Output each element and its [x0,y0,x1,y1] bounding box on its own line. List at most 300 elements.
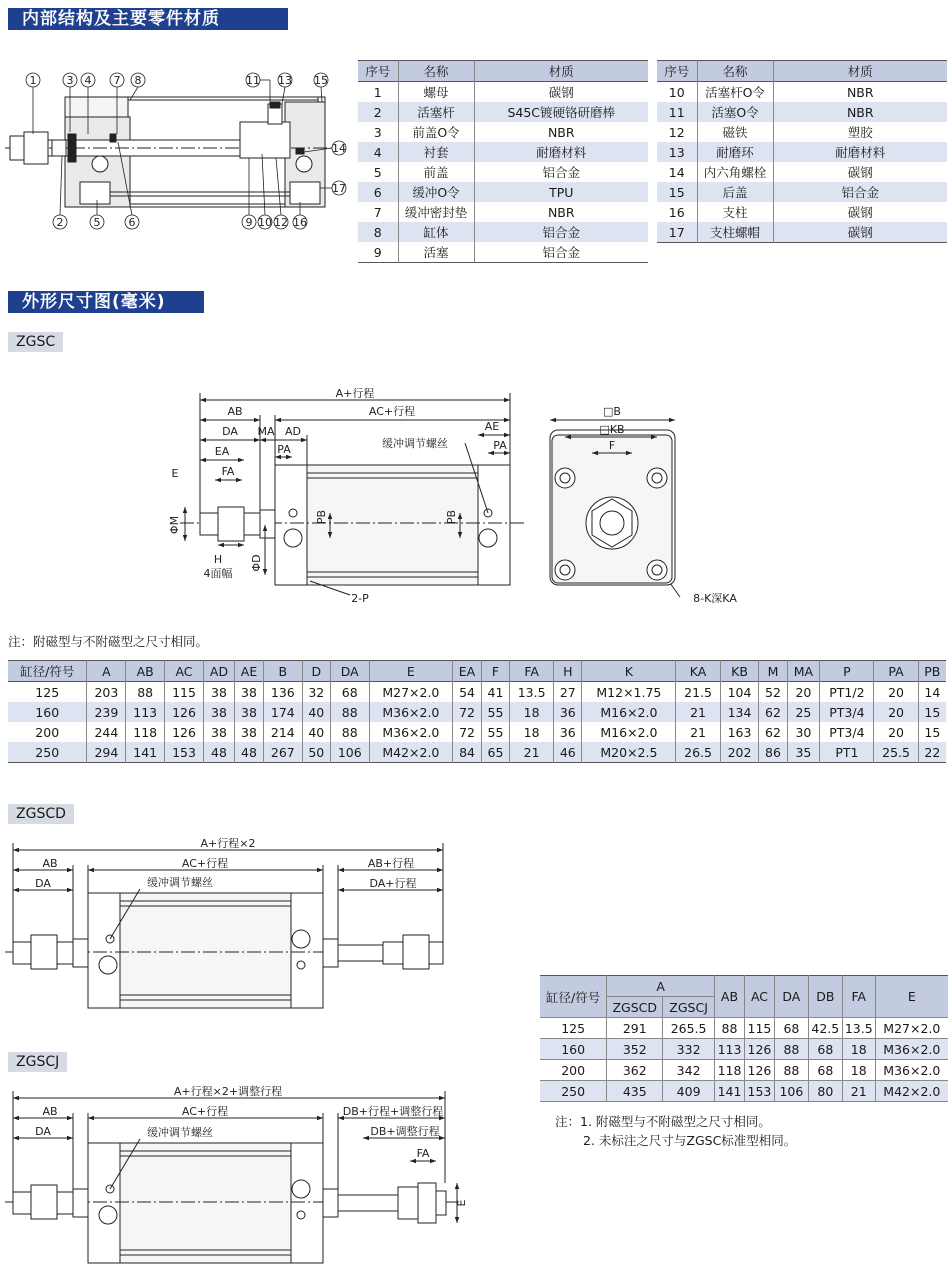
table-cell: 2 [373,104,382,120]
table-row [657,162,947,182]
table-row [540,1081,948,1102]
table-cell: M20×2.5 [582,742,676,763]
dim-label: AD [285,425,301,438]
table-cell: 46 [554,742,582,763]
dim-label: PA [277,443,291,456]
dim-label: DA [35,877,51,890]
table-cell: 104 [720,682,759,703]
table-cell: 202 [720,742,759,763]
header-cell: A [87,661,126,682]
table-cell: 68 [774,1018,808,1039]
table-cell: 239 [87,702,126,722]
table-cell: 1 [373,84,382,100]
table-cell: M27×2.0 [369,682,452,703]
table-cell: 244 [87,722,126,742]
table-cell: PT1/2 [820,682,874,703]
dim-label: PB [445,509,458,525]
header-cell: EA [453,661,482,682]
table-cell: M16×2.0 [582,722,676,742]
table-cell: M42×2.0 [875,1081,948,1102]
table-cell: 38 [235,702,264,722]
table-cell: 16 [668,204,685,220]
table-cell: 8 [373,224,382,240]
svg-text:9: 9 [245,216,253,229]
table-cell: 铝合金 [773,182,947,202]
header-cell: 材质 [773,61,947,82]
table-cell: 40 [302,702,330,722]
table-row [358,142,648,162]
table-row [8,682,946,703]
table-cell: 5 [373,164,382,180]
dim-label: AB [227,405,243,418]
table-cell: 6 [373,184,382,200]
dim-label: F [608,439,616,452]
table-cell: 支柱螺帽 [697,222,773,243]
table-cell: 后盖 [697,182,773,202]
table-header-row [657,61,947,82]
table-cell: 55 [481,702,509,722]
zgscd-dimension-table [540,975,948,1102]
table-cell: 10 [668,84,685,100]
table-cell: 68 [330,682,369,703]
table-cell: 18 [510,702,554,722]
table-cell: 4 [373,144,382,160]
table-cell: 碳钢 [773,162,947,182]
table-cell: 20 [787,682,820,703]
dim-label: AB [42,857,58,870]
table-cell: PT1 [820,742,874,763]
svg-text:3: 3 [66,74,74,87]
header-cell: DA [774,976,808,1018]
model-tag-zgscj: ZGSCJ [8,1052,67,1072]
table-cell: 52 [759,682,787,703]
svg-text:5: 5 [93,216,101,229]
table-cell: 86 [759,742,787,763]
model-tag-zgsc: ZGSC [8,332,63,352]
svg-text:7: 7 [113,74,121,87]
table-cell: 12 [668,124,685,140]
table-row [358,182,648,202]
header-cell: 缸径/符号 [20,664,75,679]
table-cell: 15 [918,702,946,722]
table-cell: 15 [918,722,946,742]
table-cell: 160 [540,1039,607,1060]
table-cell: 332 [663,1039,715,1060]
table-cell: 38 [203,702,234,722]
table-row [358,122,648,142]
header-cell: K [582,661,676,682]
dim-label: FA [416,1147,430,1160]
header-cell: A [607,976,715,997]
header-cell: DA [330,661,369,682]
table-cell: 螺母 [398,82,474,103]
header-cell: MA [787,661,820,682]
svg-text:10: 10 [258,216,272,229]
table-cell: 72 [453,702,482,722]
header-cell: FA [842,976,875,1018]
svg-text:17: 17 [332,182,346,195]
dim-label: MA [257,425,275,438]
table-cell: 134 [720,702,759,722]
header-cell: PA [874,661,918,682]
table-cell: 80 [808,1081,842,1102]
table-cell: 48 [235,742,264,763]
table-cell: 活塞 [398,242,474,263]
table-cell: 88 [715,1018,745,1039]
table-row [657,202,947,222]
table-cell: 铝合金 [474,242,648,263]
table-cell: 250 [35,744,60,760]
table-cell: 54 [453,682,482,703]
table-row [657,122,947,142]
table-cell: TPU [474,182,648,202]
table-cell: 缓冲O令 [398,182,474,202]
header-cell: AB [126,661,165,682]
table-cell: 21 [842,1081,875,1102]
header-cell: KA [676,661,720,682]
table-cell: 碳钢 [474,82,648,103]
table-cell: 48 [203,742,234,763]
table-cell: 20 [874,722,918,742]
table-cell: 106 [330,742,369,763]
table-cell: 32 [302,682,330,703]
table-cell: 113 [715,1039,745,1060]
table-cell: 41 [481,682,509,703]
dim-label: □B [603,405,621,418]
table-cell: 21.5 [676,682,720,703]
table-cell: 碳钢 [773,202,947,222]
table-cell: 前盖 [398,162,474,182]
dim-label: AC+行程 [181,857,229,870]
dim-label: AB+行程 [367,857,415,870]
table-header-row [540,976,948,997]
table-cell: 42.5 [808,1018,842,1039]
table-cell: M36×2.0 [875,1039,948,1060]
table-cell: 25 [787,702,820,722]
table-cell: 38 [235,682,264,703]
table-cell: 9 [373,244,382,260]
table-cell: 18 [842,1039,875,1060]
dim-label: AB [42,1105,58,1118]
table-row [358,242,648,263]
dim-label: AC+行程 [181,1105,229,1118]
table-cell: 36 [554,702,582,722]
svg-text:15: 15 [314,74,328,87]
table-cell: 141 [126,742,165,763]
table-cell: 125 [35,684,60,700]
table-cell: M36×2.0 [875,1060,948,1081]
table-cell: 35 [787,742,820,763]
table-cell: 250 [540,1081,607,1102]
header-cell: FA [510,661,554,682]
header-cell: 序号 [365,64,391,79]
zgsc-note: 注：附磁型与不附磁型之尺寸相同。 [8,634,209,649]
dim-label: A+行程×2+调整行程 [173,1085,283,1098]
svg-text:6: 6 [128,216,136,229]
table-cell: 362 [607,1060,663,1081]
table-cell: 294 [87,742,126,763]
table-cell: 84 [453,742,482,763]
header-cell: AC [744,976,774,1018]
table-cell: 25.5 [874,742,918,763]
table-cell: 88 [774,1060,808,1081]
table-cell: M36×2.0 [369,722,452,742]
table-cell: M16×2.0 [582,702,676,722]
table-cell: 435 [607,1081,663,1102]
header-cell: H [554,661,582,682]
table-cell: 125 [540,1018,607,1039]
table-cell: M12×1.75 [582,682,676,703]
table-cell: 36 [554,722,582,742]
table-cell: 200 [35,724,60,740]
dim-label: AE [484,420,500,433]
table-cell: PT3/4 [820,702,874,722]
dim-label: DA [35,1125,51,1138]
header-cell: AD [203,661,234,682]
table-row [8,742,946,763]
svg-text:8: 8 [134,74,142,87]
dim-label: ΦD [250,554,263,572]
dim-label: 8-K深KA [693,592,737,605]
table-cell: 7 [373,204,382,220]
header-cell: F [481,661,509,682]
table-cell: 55 [481,722,509,742]
dim-label: PA [493,439,507,452]
svg-text:1: 1 [29,74,37,87]
table-cell: 活塞杆 [398,102,474,122]
table-cell: 38 [203,722,234,742]
table-row [657,222,947,243]
table-cell: 88 [330,722,369,742]
header-cell: D [302,661,330,682]
dim-label: PB [315,509,328,525]
header-cell: PB [918,661,946,682]
table-cell: 88 [126,682,165,703]
table-row [657,82,947,103]
table-row [358,202,648,222]
table-cell: 68 [808,1039,842,1060]
table-row [657,182,947,202]
dim-label: A+行程 [335,387,375,400]
header-cell: KB [720,661,759,682]
table-cell: 耐磨材料 [773,142,947,162]
dim-label: E [455,1199,468,1207]
dim-label: DB+调整行程 [370,1125,440,1138]
table-cell: 62 [759,702,787,722]
parts-table-right [657,60,947,243]
dim-label: FA [221,465,235,478]
table-cell: 缸体 [398,222,474,242]
table-cell: 163 [720,722,759,742]
table-cell: 3 [373,124,382,140]
table-cell: 21 [676,722,720,742]
table-cell: 碳钢 [773,222,947,243]
table-cell: 291 [607,1018,663,1039]
dim-label: 2-P [351,592,369,605]
table-cell: 38 [235,722,264,742]
svg-text:16: 16 [293,216,307,229]
header-cell: E [875,976,948,1018]
table-row [540,1039,948,1060]
header-cell: 材质 [474,61,648,82]
table-cell: 88 [330,702,369,722]
table-cell: PT3/4 [820,722,874,742]
table-cell: 缓冲密封垫 [398,202,474,222]
table-cell: 126 [165,702,204,722]
table-row [657,142,947,162]
zgscd-note-2: 2. 未标注之尺寸与ZGSC标准型相同。 [583,1133,797,1148]
table-cell: 72 [453,722,482,742]
header-cell: 缸径/符号 [540,976,607,1018]
table-cell: 214 [263,722,302,742]
zgscd-dimension-drawing [5,835,450,1015]
dim-label: DA [222,425,238,438]
svg-text:14: 14 [332,142,346,155]
zgscj-dimension-drawing [5,1083,470,1273]
table-cell: 174 [263,702,302,722]
table-cell: 铝合金 [474,222,648,242]
svg-text:2: 2 [56,216,64,229]
table-cell: 14 [668,164,685,180]
table-cell: 26.5 [676,742,720,763]
table-cell: 126 [744,1060,774,1081]
table-cell: 68 [808,1060,842,1081]
table-cell: 15 [668,184,685,200]
table-row [540,1018,948,1039]
model-tag-zgscd: ZGSCD [8,804,74,824]
table-cell: 88 [774,1039,808,1060]
zgscd-note-1: 注：1. 附磁型与不附磁型之尺寸相同。 [555,1114,771,1129]
table-cell: 活塞O令 [697,102,773,122]
table-cell: NBR [474,122,648,142]
table-cell: S45C镀硬铬研磨棒 [474,102,648,122]
dim-label: 缓冲调节螺丝 [147,1126,213,1139]
table-cell: 136 [263,682,302,703]
table-cell: 20 [874,682,918,703]
header-cell: AB [715,976,745,1018]
dim-label: ΦM [168,515,181,535]
zgsc-dimension-table [8,660,946,763]
dim-label: E [171,467,179,480]
table-cell: 160 [35,704,60,720]
table-cell: 38 [203,682,234,703]
table-cell: 前盖O令 [398,122,474,142]
table-cell: 20 [874,702,918,722]
header-cell: AC [165,661,204,682]
table-cell: 17 [668,224,685,240]
dim-label: AC+行程 [368,405,416,418]
svg-text:11: 11 [246,74,260,87]
table-cell: 126 [165,722,204,742]
table-cell: 126 [744,1039,774,1060]
table-cell: M27×2.0 [875,1018,948,1039]
table-row [657,102,947,122]
table-cell: 106 [774,1081,808,1102]
table-row [358,82,648,103]
dim-label: □KB [599,423,625,436]
table-cell: 21 [676,702,720,722]
table-row [8,722,946,742]
parts-table-left [358,60,648,263]
table-cell: 磁铁 [697,122,773,142]
table-cell: 342 [663,1060,715,1081]
header-cell: 序号 [664,64,690,79]
table-cell: 113 [126,702,165,722]
dim-label: DA+行程 [369,877,417,890]
header-cell: 名称 [398,61,474,82]
svg-text:12: 12 [274,216,288,229]
table-cell: 塑胶 [773,122,947,142]
table-cell: 141 [715,1081,745,1102]
dim-label: 4面幅 [203,567,233,580]
table-row [8,702,946,722]
header-cell: AE [235,661,264,682]
table-cell: NBR [773,82,947,103]
svg-text:13: 13 [278,74,292,87]
table-cell: 115 [744,1018,774,1039]
table-cell: M36×2.0 [369,702,452,722]
table-cell: 13.5 [510,682,554,703]
table-cell: 衬套 [398,142,474,162]
table-cell: 153 [165,742,204,763]
table-cell: 21 [510,742,554,763]
dim-label: A+行程×2 [200,837,256,850]
table-cell: 铝合金 [474,162,648,182]
header-cell: M [759,661,787,682]
dim-label: H [213,553,223,566]
table-cell: 30 [787,722,820,742]
table-cell: NBR [474,202,648,222]
table-row [358,102,648,122]
table-row [358,162,648,182]
table-cell: 11 [668,104,685,120]
table-cell: 267 [263,742,302,763]
table-cell: 18 [510,722,554,742]
table-cell: NBR [773,102,947,122]
table-cell: M42×2.0 [369,742,452,763]
table-cell: 65 [481,742,509,763]
table-cell: 265.5 [663,1018,715,1039]
table-cell: 153 [744,1081,774,1102]
header-cell: P [820,661,874,682]
header-cell: DB [808,976,842,1018]
table-cell: 14 [918,682,946,703]
svg-text:4: 4 [84,74,92,87]
table-cell: 62 [759,722,787,742]
table-row [540,1060,948,1081]
table-cell: 203 [87,682,126,703]
table-cell: 活塞杆O令 [697,82,773,103]
table-cell: 50 [302,742,330,763]
table-cell: 22 [918,742,946,763]
table-cell: 27 [554,682,582,703]
header-cell: E [369,661,452,682]
header-cell: 名称 [697,61,773,82]
table-cell: 内六角螺栓 [697,162,773,182]
header-cell: B [263,661,302,682]
dim-label: 缓冲调节螺丝 [382,437,448,450]
table-cell: 115 [165,682,204,703]
cross-section-diagram [0,62,355,237]
dim-label: 缓冲调节螺丝 [147,876,213,889]
table-cell: 支柱 [697,202,773,222]
table-cell: 耐磨环 [697,142,773,162]
section-title-internal: 内部结构及主要零件材质 [8,8,288,30]
dim-label: DB+行程+调整行程 [342,1105,444,1118]
table-cell: 118 [715,1060,745,1081]
table-cell: 409 [663,1081,715,1102]
table-cell: 13.5 [842,1018,875,1039]
